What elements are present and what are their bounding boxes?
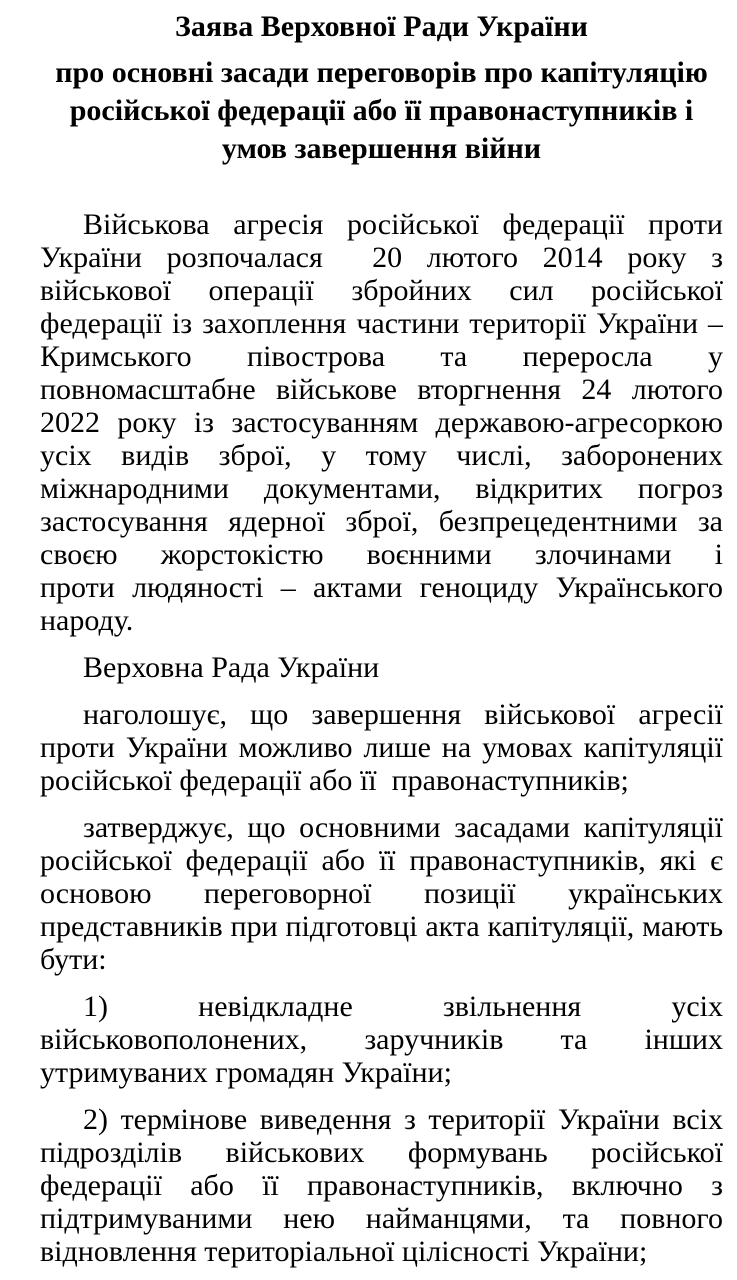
text-line: Кримського півострова та переросла у — [40, 340, 723, 373]
text-line: федерації або її правонаступників, включно з — [40, 1169, 723, 1202]
document-heading — [40, 8, 723, 168]
text-line: російської федерації або її правонаступників; — [40, 764, 629, 797]
paragraph-item-1 — [40, 990, 723, 1089]
text-line: затверджує, що основними засадами капітуляції — [83, 811, 723, 844]
text-line: основою переговорної позиції українських — [40, 877, 723, 910]
paragraph-intro — [40, 208, 723, 637]
text-line: 2022 року із застосуванням державою-агресоркою — [40, 406, 723, 439]
document-body — [40, 208, 723, 1268]
text-line: утримуваних громадян України; — [40, 1056, 452, 1089]
document-subtitle — [40, 54, 723, 168]
text-line: наголошує, що завершення військової агресії — [83, 698, 723, 731]
subtitle-line: про основні засади переговорів про капітуляцію — [55, 56, 708, 89]
text-line: міжнародними документами, відкритих погроз — [40, 472, 723, 505]
text-line: України розпочалася 20 лютого 2014 року з — [40, 241, 723, 274]
text-line: 1) невідкладне звільнення усіх — [83, 990, 723, 1023]
text-line: підрозділів військових формувань російської — [40, 1136, 723, 1169]
text-line: Верховна Рада України — [83, 651, 380, 684]
text-line: повномасштабне військове вторгнення 24 лютого — [40, 373, 723, 406]
text-line: представників при підготовці акта капітуляції, мають — [40, 910, 723, 943]
text-line: військовополонених, заручників та інших — [40, 1023, 723, 1056]
subtitle-line: російської федерації або її правонаступників і — [69, 94, 694, 127]
paragraph-approves — [40, 811, 723, 976]
text-line: проти людяності – актами геноциду Українського — [40, 571, 723, 604]
text-line: федерації із захоплення частини території України – — [40, 307, 723, 340]
subtitle-line: умов завершення війни — [221, 132, 542, 165]
text-line: російської федерації або її правонаступників, які є — [40, 844, 723, 877]
text-line: усіх видів зброї, у тому числі, заборонених — [40, 439, 723, 472]
paragraph-item-2 — [40, 1103, 723, 1268]
text-line: 2) термінове виведення з території України всіх — [83, 1103, 723, 1136]
text-line: народу. — [40, 604, 134, 637]
text-line: Військова агресія російської федерації проти — [83, 208, 723, 241]
paragraph-emphasizes — [40, 698, 723, 797]
document-content — [40, 8, 723, 1268]
text-line: військової операції збройних сил російської — [40, 274, 723, 307]
text-line: відновлення територіальної цілісності України; — [40, 1235, 648, 1268]
document-title: Заява Верховної Ради України — [175, 10, 588, 43]
text-line: бути: — [40, 943, 107, 976]
text-line: своєю жорстокістю воєнними злочинами і — [40, 538, 723, 571]
text-line: підтримуваними нею найманцями, та повного — [40, 1202, 723, 1235]
text-line: проти України можливо лише на умовах капітуляції — [40, 731, 723, 764]
text-line: застосування ядерної зброї, безпрецедентними за — [40, 505, 723, 538]
paragraph-actor — [40, 651, 723, 684]
